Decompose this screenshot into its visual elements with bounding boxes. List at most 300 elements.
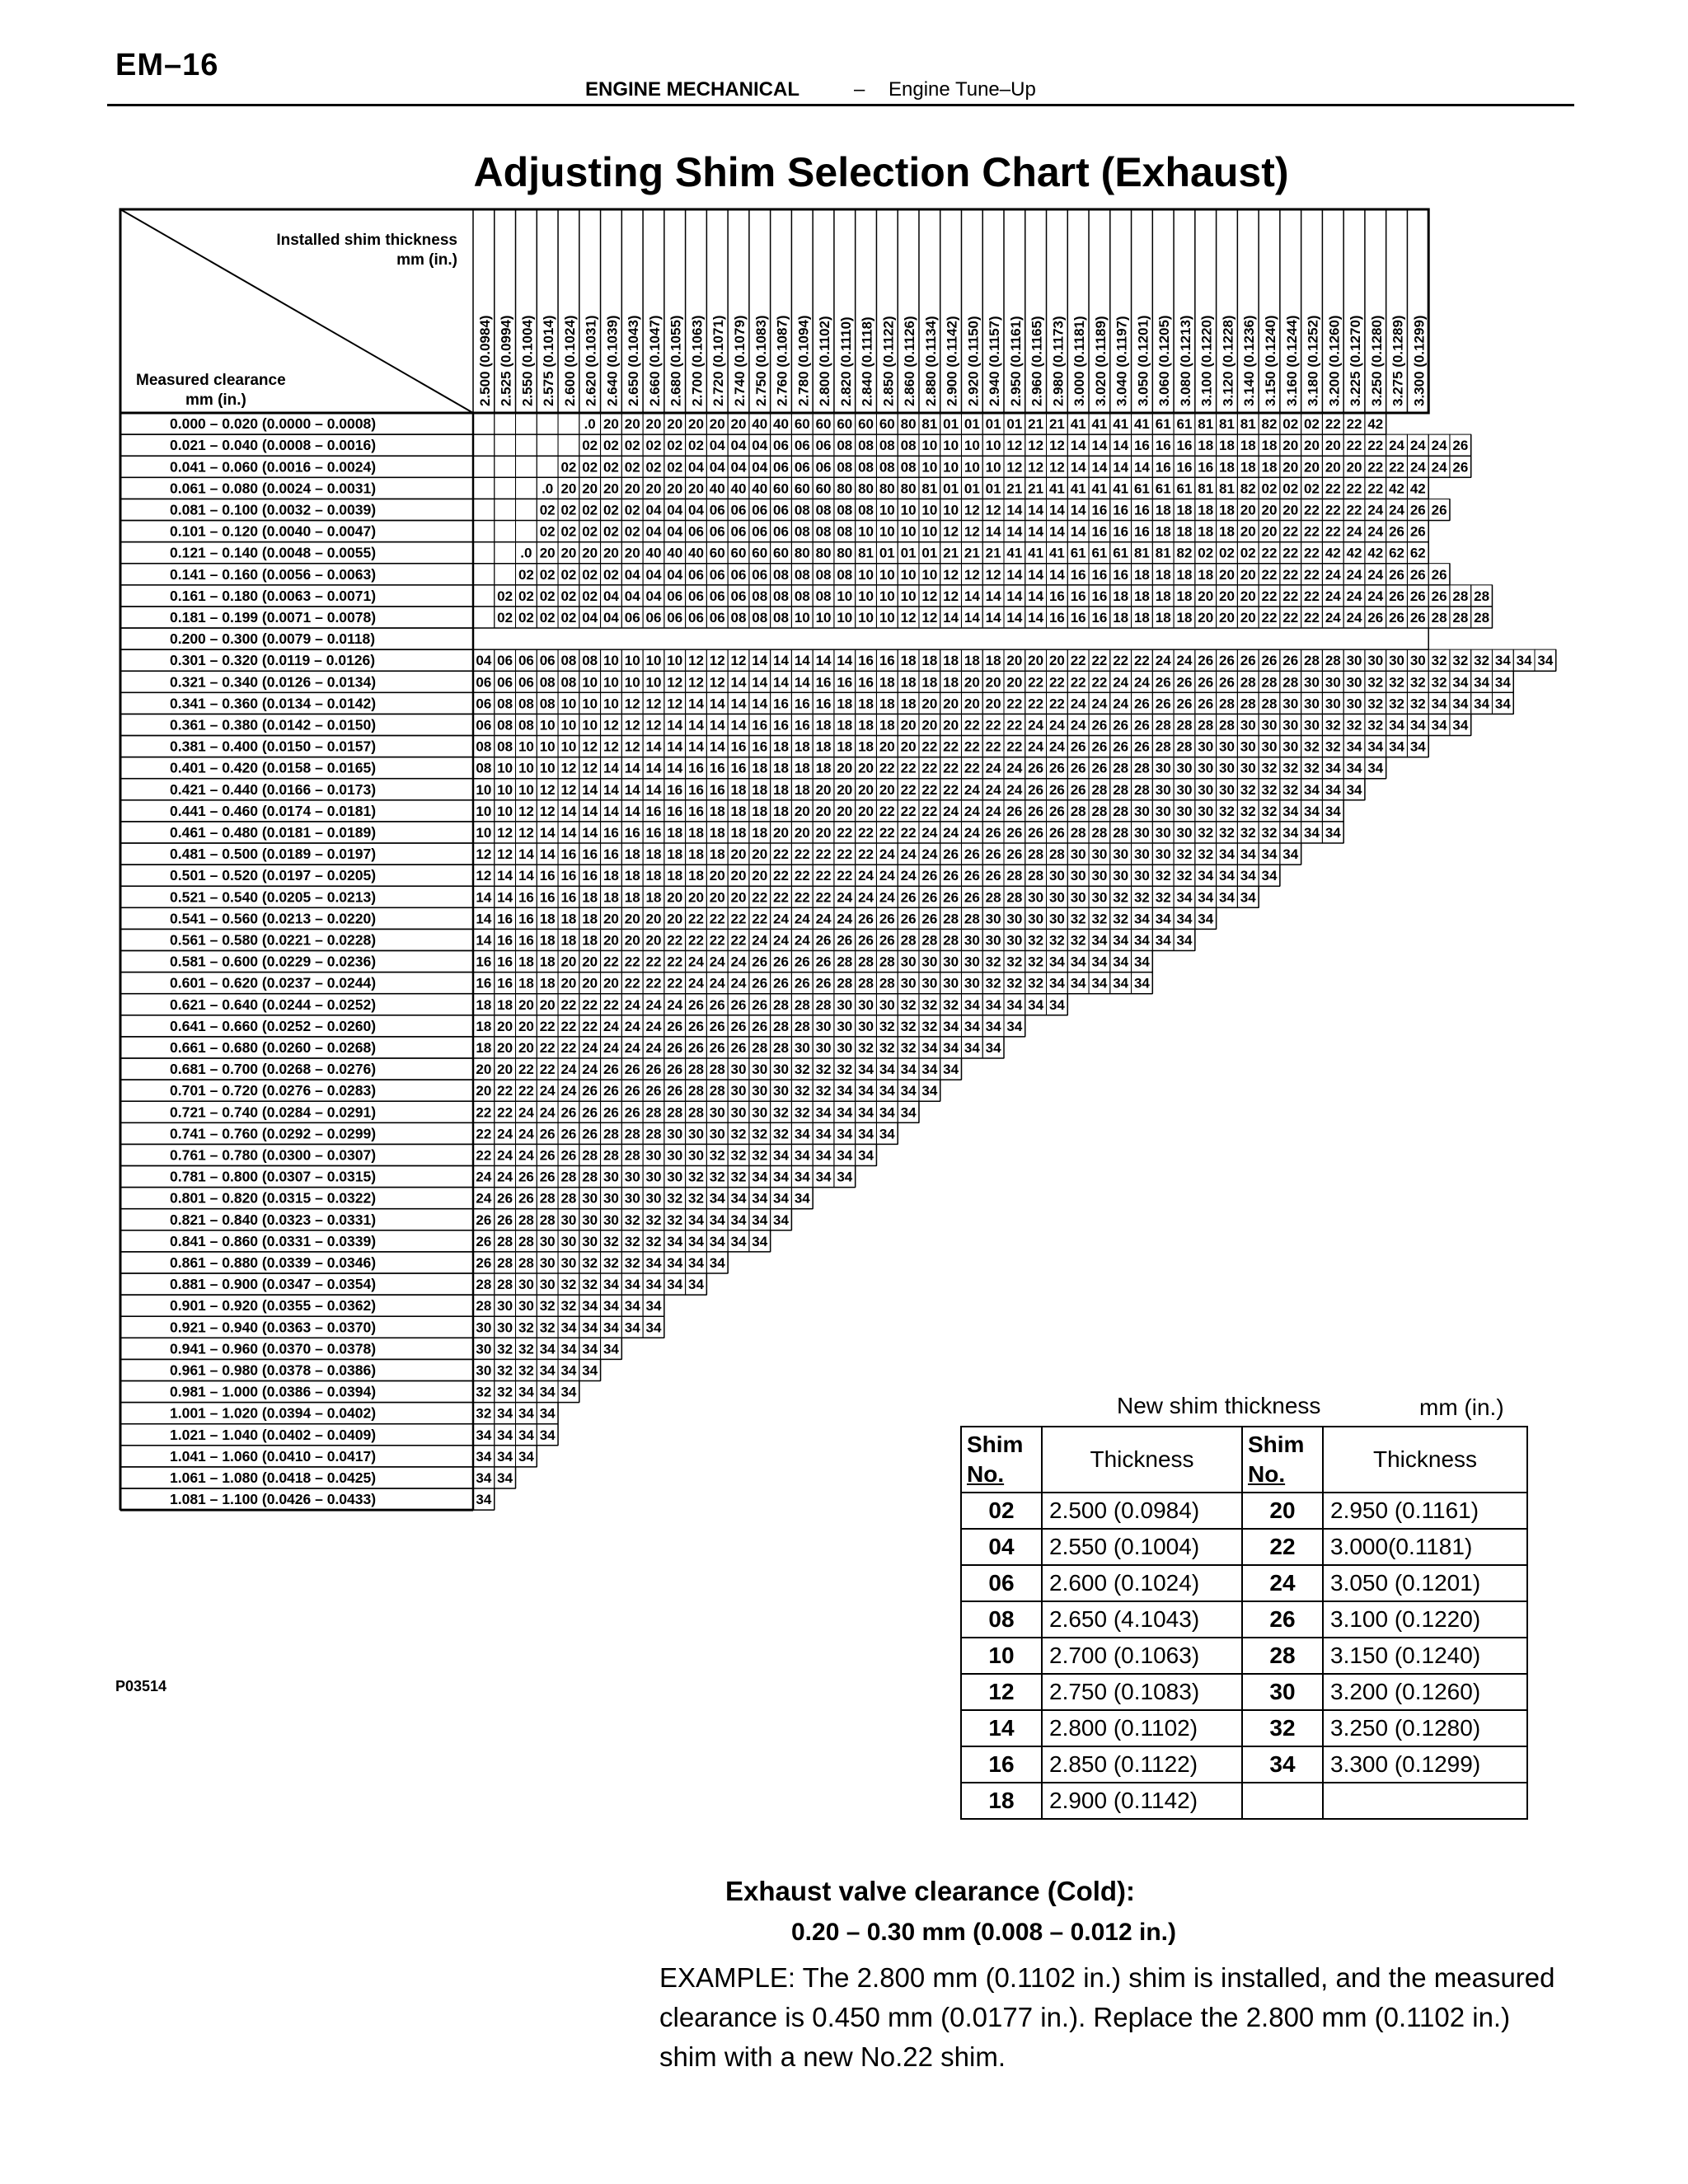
shim-number: 14 [539, 825, 556, 841]
shim-number: 42 [1346, 545, 1362, 561]
shim-number: 30 [518, 1298, 534, 1315]
shim-number: 22 [794, 846, 810, 863]
shim-number: 41 [1048, 480, 1065, 497]
shim-number: 26 [560, 1104, 577, 1121]
shim-number: 34 [1176, 932, 1193, 949]
shim-number: 34 [1028, 996, 1044, 1013]
shim-number: 12 [624, 717, 640, 733]
shim-number: 22 [1261, 610, 1278, 626]
shim-number: 26 [1133, 738, 1150, 755]
shim-number: 34 [624, 1277, 640, 1293]
shim-number: 01 [1006, 416, 1023, 433]
shim-number: 06 [752, 523, 768, 540]
measured-clearance-label: 0.081 – 0.100 (0.0032 – 0.0039) [170, 501, 377, 518]
shim-number: 34 [1091, 932, 1108, 949]
installed-thickness-label: 2.880 (0.1134) [922, 316, 939, 406]
shim-number: 30 [837, 1040, 853, 1056]
shim-number: 26 [1070, 781, 1086, 798]
shim-number: 28 [879, 975, 895, 991]
shim-number: 16 [518, 911, 534, 927]
installed-thickness-label: 3.250 (0.1280) [1368, 315, 1385, 406]
shim-number: 16 [518, 932, 534, 949]
shim-number: 34 [794, 1169, 810, 1185]
installed-thickness-label: 2.950 (0.1161) [1007, 316, 1024, 406]
shim-number: 34 [1494, 696, 1511, 712]
shim-number: 26 [667, 1040, 683, 1056]
shim-number: 22 [837, 846, 853, 863]
installed-thickness-label: 3.300 (0.1299) [1411, 315, 1428, 406]
shim-number: 18 [645, 889, 662, 906]
shim-number: 34 [964, 1018, 980, 1034]
shim-number: 24 [837, 889, 853, 906]
shim-number: 06 [624, 610, 640, 626]
shim-number: 16 [730, 760, 747, 776]
installed-thickness-label: 2.550 (0.1004) [519, 315, 536, 406]
shim-number: 34 [476, 1448, 492, 1465]
shim-number: 08 [837, 523, 853, 540]
shim-number: 16 [730, 738, 747, 755]
shim-thickness: 2.850 (0.1122) [1042, 1746, 1242, 1783]
shim-number: 22 [709, 911, 725, 927]
shim-number: 18 [1198, 523, 1214, 540]
shim-number: 06 [476, 674, 492, 691]
shim-number: 32 [1282, 760, 1299, 776]
page-number: EM–16 [115, 48, 219, 82]
shim-number: 28 [1113, 781, 1129, 798]
shim-number: 22 [858, 825, 874, 841]
installed-thickness-label: 2.575 (0.1014) [541, 315, 557, 406]
shim-number: 14 [667, 738, 683, 755]
empty-cell [473, 607, 495, 628]
shim-number: 30 [1261, 738, 1278, 755]
shim-number: 20 [645, 480, 662, 497]
measured-clearance-label: 1.081 – 1.100 (0.0426 – 0.0433) [170, 1491, 377, 1508]
shim-number: 30 [1346, 696, 1362, 712]
shim-number: 10 [858, 588, 874, 604]
shim-number: 06 [794, 438, 810, 454]
shim-number: 24 [1006, 781, 1023, 798]
shim-thickness: 3.050 (0.1201) [1323, 1565, 1527, 1601]
shim-number: 02 [582, 523, 598, 540]
shim-number: 34 [645, 1319, 662, 1336]
shim-thickness: 3.100 (0.1220) [1323, 1601, 1527, 1638]
shim-thickness: 2.600 (0.1024) [1042, 1565, 1242, 1601]
shim-number: 06 [709, 588, 725, 604]
shim-number: 04 [603, 588, 619, 604]
shim-number: 32 [837, 1062, 853, 1078]
shim-number: 32 [518, 1362, 534, 1379]
shim-number: 24 [1409, 438, 1426, 454]
shim-number: 41 [1113, 416, 1129, 433]
shim-number: 20 [667, 416, 683, 433]
shim-number: 34 [518, 1427, 534, 1443]
shim-number: 02 [539, 502, 556, 518]
shim-number: 26 [879, 932, 895, 949]
shim-number: 20 [624, 545, 640, 561]
shim-number: 20 [837, 781, 853, 798]
shim-number: 26 [1113, 738, 1129, 755]
shim-number: 14 [1070, 523, 1086, 540]
shim-number: 18 [900, 696, 917, 712]
shim-number: 34 [943, 1062, 959, 1078]
shim-no: 10 [961, 1638, 1042, 1674]
shim-number: 34 [921, 1083, 938, 1099]
shim-number: 42 [1367, 545, 1384, 561]
shim-number: 34 [1325, 825, 1341, 841]
installed-thickness-label: 2.940 (0.1157) [987, 316, 1003, 406]
shim-number: 18 [752, 803, 768, 819]
shim-number: 18 [985, 653, 1001, 669]
shim-number: 16 [688, 760, 704, 776]
shim-number: 28 [879, 954, 895, 970]
shim-number: 08 [497, 696, 513, 712]
shim-number: 30 [1198, 803, 1214, 819]
shim-number: 24 [964, 825, 980, 841]
shim-number: 34 [476, 1492, 492, 1508]
shim-number: 30 [1028, 889, 1044, 906]
shim-number: 02 [624, 523, 640, 540]
shim-number: 81 [858, 545, 874, 561]
shim-number: 20 [730, 416, 747, 433]
shim-number: 10 [964, 459, 980, 476]
shim-number: 22 [943, 760, 959, 776]
shim-number: 14 [582, 803, 598, 819]
shim-number: 32 [900, 1040, 917, 1056]
shim-number: 34 [1409, 738, 1426, 755]
shim-no: 08 [961, 1601, 1042, 1638]
shim-number: 08 [560, 653, 577, 669]
shim-number: 02 [1240, 545, 1256, 561]
shim-number: 34 [560, 1319, 577, 1336]
shim-number: 14 [1006, 502, 1023, 518]
shim-number: 34 [900, 1083, 917, 1099]
shim-number: 18 [1176, 523, 1193, 540]
shim-number: 34 [1155, 911, 1171, 927]
shim-number: 16 [1070, 610, 1086, 626]
shim-number: 34 [837, 1104, 853, 1121]
shim-number: 22 [964, 760, 980, 776]
shim-number: 01 [964, 416, 980, 433]
shim-number: 22 [900, 803, 917, 819]
shim-table-row [961, 1601, 1527, 1638]
shim-number: 30 [1133, 868, 1150, 884]
shim-number: 34 [582, 1341, 598, 1357]
shim-number: 32 [1304, 760, 1320, 776]
shim-thickness: 2.750 (0.1083) [1042, 1674, 1242, 1710]
shim-number: 32 [539, 1298, 556, 1315]
shim-number: 22 [539, 1018, 556, 1034]
shim-number: 14 [1091, 459, 1108, 476]
installed-thickness-label: 2.920 (0.1150) [965, 316, 982, 406]
shim-number: 14 [645, 760, 662, 776]
shim-number: 32 [1261, 760, 1278, 776]
measured-clearance-label: 0.381 – 0.400 (0.0150 – 0.0157) [170, 738, 377, 755]
shim-number: 20 [688, 416, 704, 433]
shim-number: 16 [1176, 459, 1193, 476]
shim-number: 26 [1006, 803, 1023, 819]
shim-number: 20 [837, 760, 853, 776]
shim-number: 14 [943, 610, 959, 626]
shim-number: 34 [1325, 803, 1341, 819]
shim-number: 02 [582, 588, 598, 604]
shim-number: 20 [603, 975, 619, 991]
shim-number: 12 [539, 803, 556, 819]
shim-number: 22 [1367, 438, 1384, 454]
shim-number: 10 [943, 502, 959, 518]
shim-no: 28 [1242, 1638, 1323, 1674]
shim-number: 18 [518, 975, 534, 991]
measured-clearance-label: 0.161 – 0.180 (0.0063 – 0.0071) [170, 587, 377, 604]
shim-number: 34 [858, 1104, 874, 1121]
shim-number: 28 [667, 1104, 683, 1121]
shim-number: 34 [1494, 674, 1511, 691]
empty-cell [495, 477, 516, 499]
shim-number: 16 [1048, 588, 1065, 604]
shim-number: 08 [858, 459, 874, 476]
shim-number: 28 [1176, 717, 1193, 733]
shim-number: 12 [943, 523, 959, 540]
shim-number: 02 [624, 502, 640, 518]
shim-number: 28 [1091, 825, 1108, 841]
installed-thickness-label: 2.620 (0.1031) [583, 315, 599, 406]
shim-number: 26 [1409, 502, 1426, 518]
shim-number: 30 [1133, 803, 1150, 819]
shim-number: 20 [1346, 459, 1362, 476]
shim-thickness: 2.900 (0.1142) [1042, 1783, 1242, 1819]
shim-number: 22 [879, 825, 895, 841]
shim-no: 22 [1242, 1529, 1323, 1565]
shim-number: 28 [539, 1190, 556, 1207]
shim-no: 04 [961, 1529, 1042, 1565]
shim-number: 82 [1176, 545, 1193, 561]
shim-number: 34 [645, 1255, 662, 1271]
shim-number: 34 [603, 1298, 619, 1315]
shim-number: 20 [709, 416, 725, 433]
shim-number: 28 [1219, 717, 1235, 733]
shim-number: 30 [1198, 781, 1214, 798]
shim-number: 24 [794, 911, 810, 927]
shim-number: 32 [773, 1104, 789, 1121]
shim-number: 06 [688, 523, 704, 540]
shim-number: 26 [476, 1255, 492, 1271]
shim-number: 16 [560, 889, 577, 906]
shim-number: 34 [985, 1018, 1001, 1034]
shim-number: 20 [879, 781, 895, 798]
shim-number: 24 [582, 1062, 598, 1078]
shim-number: 04 [645, 502, 662, 518]
shim-number: 26 [1219, 674, 1235, 691]
shim-number: 14 [645, 781, 662, 798]
shim-number: 28 [518, 1233, 534, 1249]
shim-number: 30 [1155, 825, 1171, 841]
shim-number: 18 [773, 781, 789, 798]
shim-number: 30 [709, 1104, 725, 1121]
shim-thickness: 3.300 (0.1299) [1323, 1746, 1527, 1783]
shim-number: 32 [1028, 975, 1044, 991]
shim-number: 32 [1431, 653, 1447, 669]
measured-clearance-label: 0.021 – 0.040 (0.0008 – 0.0016) [170, 437, 377, 454]
shim-number: 32 [1367, 696, 1384, 712]
shim-number: 08 [518, 696, 534, 712]
shim-number: 08 [879, 438, 895, 454]
shim-number: 20 [518, 996, 534, 1013]
shim-number: 10 [624, 674, 640, 691]
shim-number: 34 [1389, 717, 1405, 733]
installed-thickness-label: 3.225 (0.1270) [1348, 315, 1364, 406]
shim-number: 28 [560, 1169, 577, 1185]
shim-number: 30 [539, 1233, 556, 1249]
shim-number: 18 [1219, 459, 1235, 476]
shim-number: 21 [1006, 480, 1023, 497]
chart-title: Adjusting Shim Selection Chart (Exhaust) [473, 149, 1289, 195]
shim-number: 06 [476, 717, 492, 733]
shim-number: 21 [1028, 416, 1044, 433]
shim-number: 32 [1155, 889, 1171, 906]
measured-label-line2: mm (in.) [185, 391, 246, 409]
shim-number: 34 [964, 996, 980, 1013]
shim-number: 06 [752, 502, 768, 518]
shim-number: 26 [667, 1062, 683, 1078]
shim-number: 18 [943, 674, 959, 691]
shim-number: 30 [603, 1190, 619, 1207]
shim-number: 10 [879, 523, 895, 540]
shim-number: 08 [518, 717, 534, 733]
shim-number: 26 [985, 846, 1001, 863]
shim-no [1242, 1783, 1323, 1819]
shim-number: 08 [730, 610, 747, 626]
shim-number: 14 [688, 696, 704, 712]
shim-number: 14 [1070, 502, 1086, 518]
shim-number: 08 [773, 588, 789, 604]
shim-number: 34 [582, 1362, 598, 1379]
shim-number: 26 [560, 1126, 577, 1142]
shim-number: 22 [667, 975, 683, 991]
installed-thickness-label: 2.680 (0.1055) [668, 315, 684, 406]
measured-clearance-label: 0.521 – 0.540 (0.0205 – 0.0213) [170, 888, 377, 906]
shim-number: 08 [794, 588, 810, 604]
shim-number: 14 [560, 803, 577, 819]
shim-number: 32 [1070, 911, 1086, 927]
shim-number: 16 [815, 674, 832, 691]
shim-number: 16 [688, 803, 704, 819]
shim-no: 24 [1242, 1565, 1323, 1601]
shim-number: 30 [773, 1083, 789, 1099]
shim-number: 28 [624, 1147, 640, 1164]
shim-number: 10 [476, 825, 492, 841]
shim-number: 06 [518, 674, 534, 691]
shim-number: 32 [709, 1169, 725, 1185]
shim-number: 34 [1325, 760, 1341, 776]
shim-number: 28 [1474, 588, 1490, 604]
shim-number: 22 [921, 781, 938, 798]
shim-number: 10 [667, 653, 683, 669]
shim-number: 22 [1304, 566, 1320, 583]
shim-no: 02 [961, 1493, 1042, 1529]
shim-no-header-line1: Shim [967, 1432, 1024, 1457]
shim-number: 18 [1219, 438, 1235, 454]
shim-number: 40 [709, 480, 725, 497]
shim-number: 24 [985, 781, 1001, 798]
header-separator: – [854, 78, 865, 101]
shim-number: 24 [709, 954, 725, 970]
shim-number: 34 [582, 1298, 598, 1315]
shim-number: 28 [794, 996, 810, 1013]
shim-number: 04 [667, 566, 683, 583]
shim-number: 14 [730, 674, 747, 691]
shim-number: 80 [837, 545, 853, 561]
shim-thickness: 2.950 (0.1161) [1323, 1493, 1527, 1529]
measured-clearance-label [136, 371, 286, 410]
shim-number: 24 [1113, 674, 1129, 691]
shim-number: 30 [1113, 846, 1129, 863]
shim-number: 60 [730, 545, 747, 561]
shim-number: 22 [1367, 480, 1384, 497]
shim-number: 30 [582, 1233, 598, 1249]
shim-number: 20 [539, 545, 556, 561]
shim-number: 20 [1282, 502, 1299, 518]
shim-number: 20 [603, 416, 619, 433]
shim-number: 61 [1176, 416, 1193, 433]
shim-number: 28 [1176, 738, 1193, 755]
shim-number: 20 [1304, 438, 1320, 454]
shim-number: 10 [837, 588, 853, 604]
shim-number: 34 [964, 1040, 980, 1056]
shim-number: 26 [964, 889, 980, 906]
shim-number: 02 [688, 438, 704, 454]
shim-number: 80 [879, 480, 895, 497]
shim-number: 26 [497, 1190, 513, 1207]
shim-number: 14 [709, 696, 725, 712]
installed-thickness-label: 2.700 (0.1063) [689, 315, 706, 406]
shim-number: 34 [1113, 954, 1129, 970]
figure-code: P03514 [115, 1678, 167, 1694]
new-shim-caption: New shim thickness [1117, 1393, 1321, 1418]
installed-thickness-label: 2.850 (0.1122) [880, 316, 897, 406]
shim-number: 30 [624, 1190, 640, 1207]
empty-cell [558, 413, 579, 434]
shim-number: 26 [794, 954, 810, 970]
shim-number: 16 [539, 889, 556, 906]
shim-number: 22 [1346, 416, 1362, 433]
shim-number: 32 [645, 1233, 662, 1249]
shim-number: 16 [518, 889, 534, 906]
shim-number: 08 [815, 588, 832, 604]
shim-number: 10 [921, 502, 938, 518]
shim-number: 16 [1113, 502, 1129, 518]
empty-cell [473, 564, 495, 585]
shim-number: 20 [752, 846, 768, 863]
shim-number: 32 [476, 1384, 492, 1400]
shim-number: 26 [603, 1083, 619, 1099]
shim-number: 22 [900, 760, 917, 776]
installed-thickness-label: 3.060 (0.1205) [1156, 315, 1173, 406]
shim-number: 32 [900, 996, 917, 1013]
shim-number: 16 [752, 738, 768, 755]
shim-number: 42 [1367, 416, 1384, 433]
shim-table-row [961, 1710, 1527, 1746]
shim-number: 34 [837, 1083, 853, 1099]
shim-number: 30 [815, 1018, 832, 1034]
shim-number: 24 [1070, 696, 1086, 712]
shim-number: 14 [964, 610, 980, 626]
shim-number: 32 [1240, 803, 1256, 819]
shim-number: 32 [688, 1169, 704, 1185]
shim-number: 10 [858, 610, 874, 626]
shim-number: 26 [943, 889, 959, 906]
shim-number: 20 [1048, 653, 1065, 669]
shim-number: 34 [1048, 954, 1065, 970]
shim-number: 34 [1219, 868, 1235, 884]
